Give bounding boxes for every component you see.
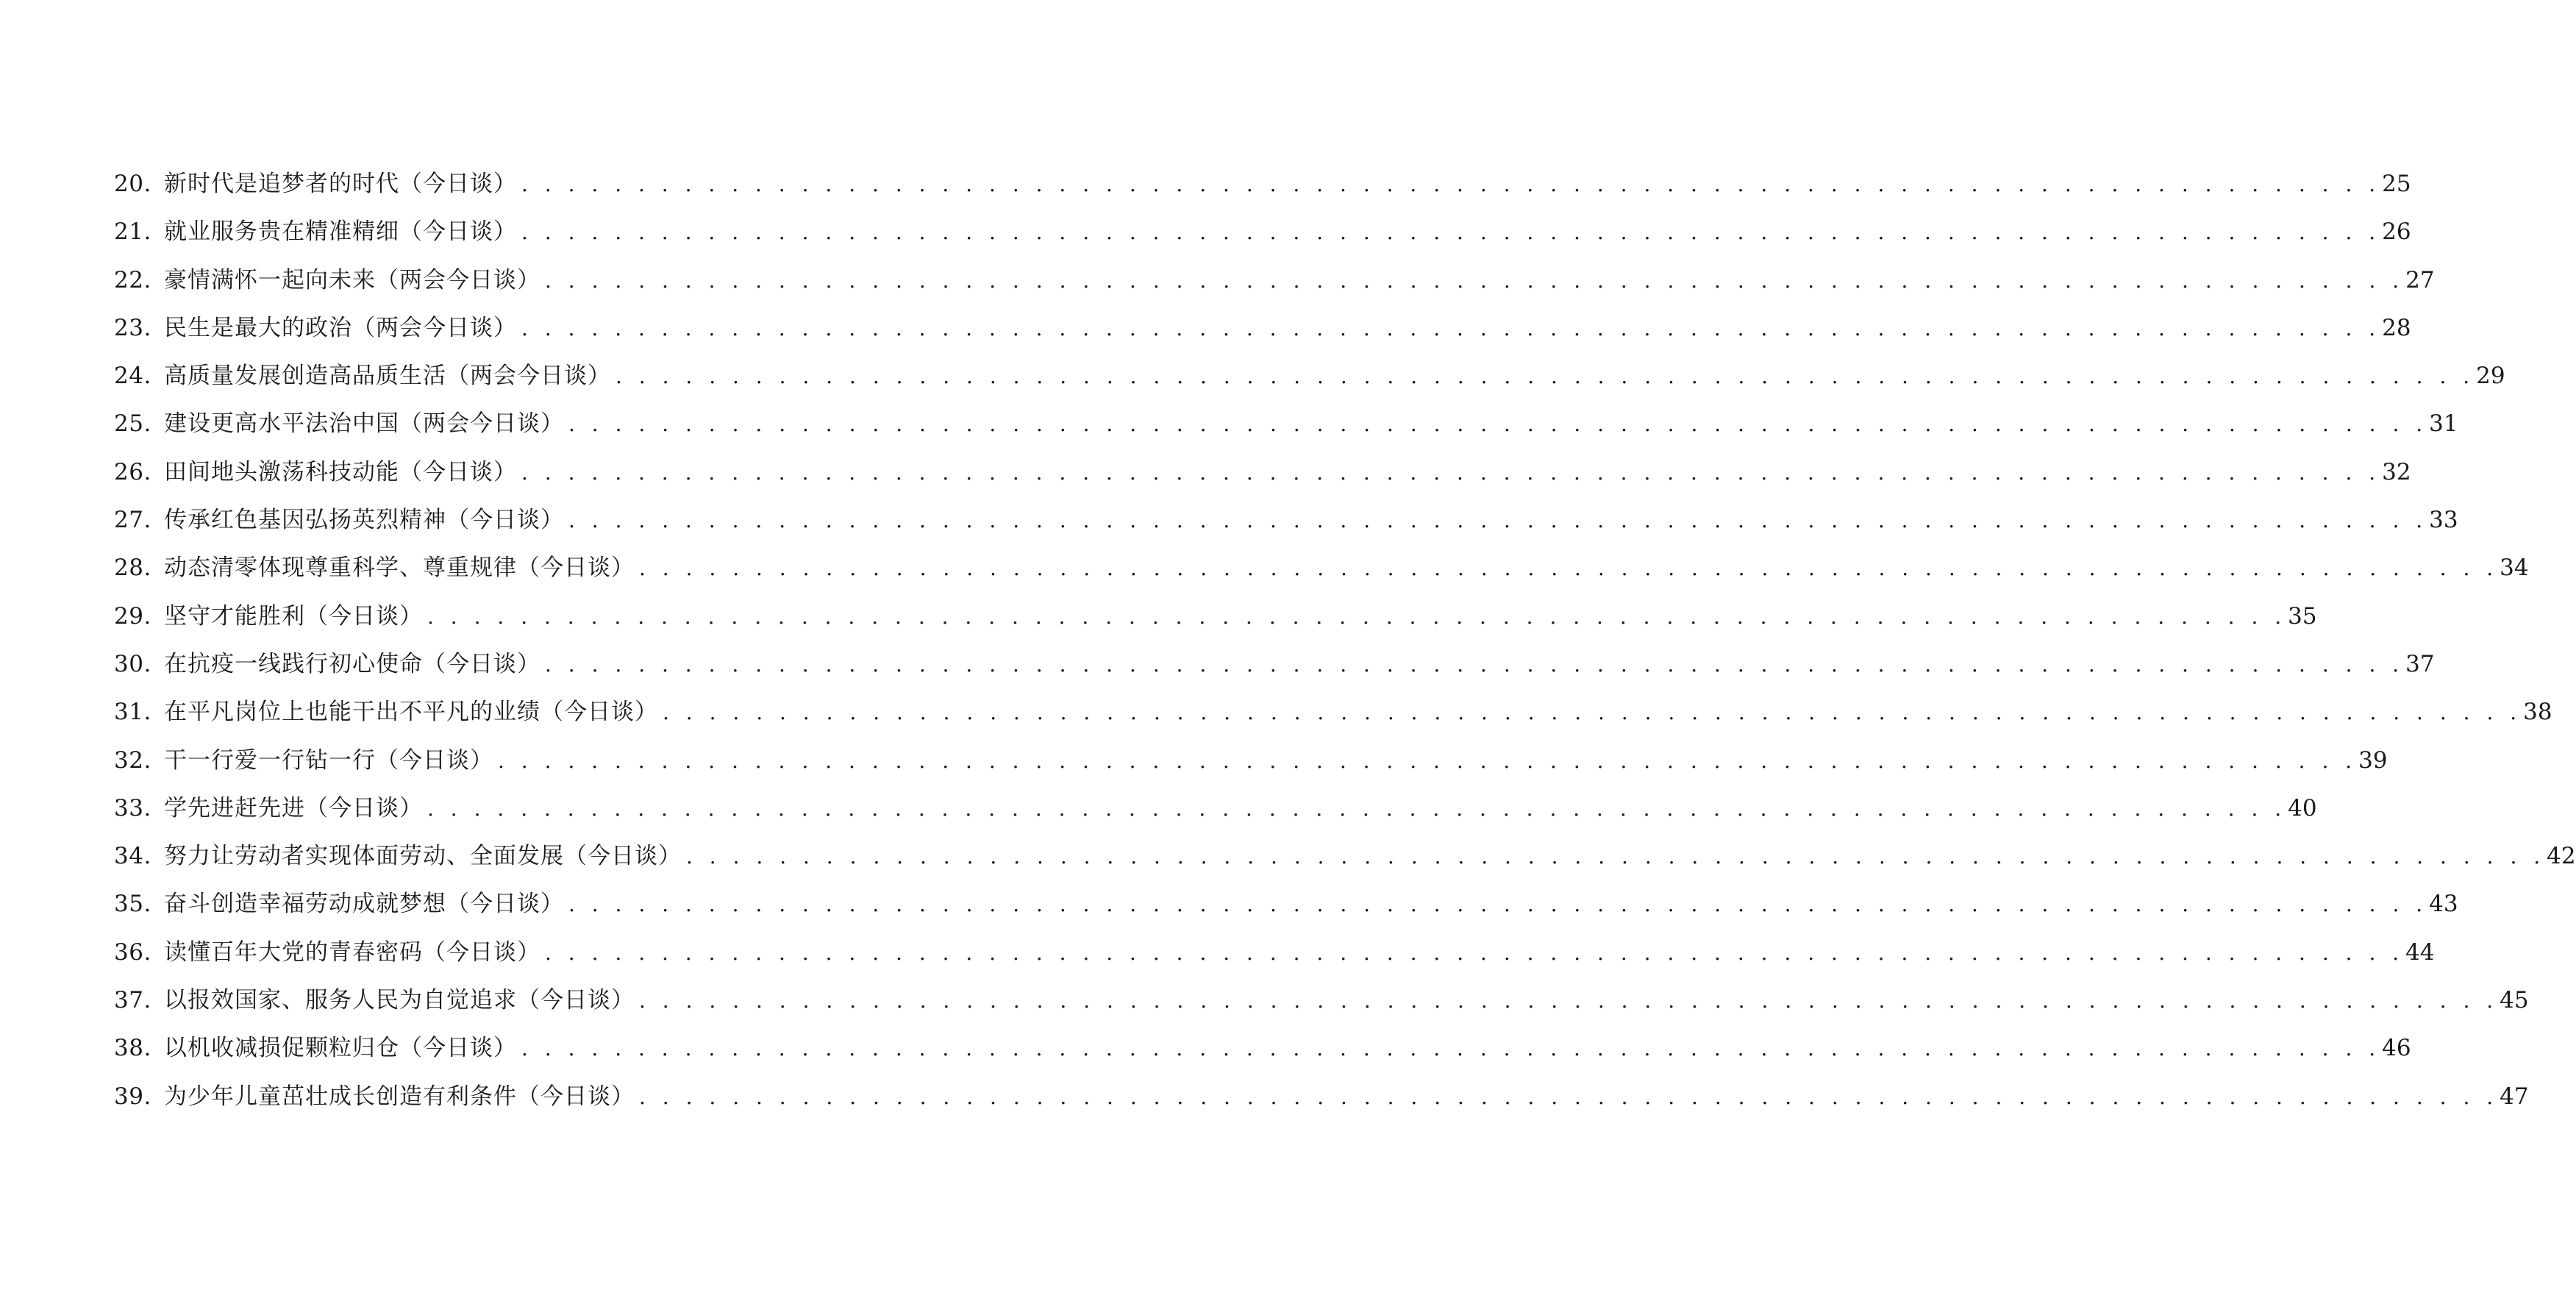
toc-dot-leader: . . . . . . . . . . . . . . . . . . . . . . . . . . . . . . . . . . . . . . . . . . . . . . . . . . . . . . . . . . . . . . . . . . . . . . . . . . . . . . . .: [521, 220, 2381, 245]
toc-entry-number: 38.: [114, 1035, 151, 1062]
toc-entry[interactable]: [114, 496, 2458, 544]
toc-entry-number: 35.: [114, 891, 151, 918]
toc-entry-page: 38: [2523, 699, 2552, 726]
toc-entry-title: 就业服务贵在精准精细（今日谈）: [164, 218, 517, 246]
toc-entry-title: 奋斗创造幸福劳动成就梦想（今日谈）: [164, 891, 564, 918]
toc-entry-page: 35: [2288, 602, 2317, 630]
toc-entry[interactable]: [114, 929, 2435, 977]
toc-entry-title: 为少年儿童茁壮成长创造有利条件（今日谈）: [164, 1083, 635, 1110]
toc-entry-number: 21.: [114, 218, 151, 246]
toc-dot-leader: . . . . . . . . . . . . . . . . . . . . . . . . . . . . . . . . . . . . . . . . . . . . . . . . . . . . . . . . . . . . . . . . . . . . . . . . . . . . . . . .: [639, 556, 2499, 581]
toc-entry[interactable]: [114, 688, 2552, 736]
toc-entry-number: 29.: [114, 602, 151, 630]
toc-entry[interactable]: [114, 880, 2458, 928]
table-of-contents: [114, 160, 2576, 1121]
toc-entry-page: 34: [2500, 555, 2529, 582]
toc-entry[interactable]: [114, 160, 2411, 208]
toc-entry-page: 29: [2476, 363, 2505, 390]
toc-entry-page: 46: [2382, 1035, 2411, 1062]
toc-entry-page: 31: [2429, 410, 2458, 438]
toc-dot-leader: . . . . . . . . . . . . . . . . . . . . . . . . . . . . . . . . . . . . . . . . . . . . . . . . . . . . . . . . . . . . . . . . . . . . . . . . . . . . . . . .: [663, 700, 2522, 725]
toc-entry-number: 28.: [114, 555, 151, 582]
toc-entry-page: 26: [2382, 218, 2411, 246]
toc-entry-title: 豪情满怀一起向未来（两会今日谈）: [164, 266, 540, 293]
toc-entry-title: 高质量发展创造高品质生活（两会今日谈）: [164, 363, 611, 390]
toc-entry-title: 传承红色基因弘扬英烈精神（今日谈）: [164, 507, 564, 534]
toc-dot-leader: . . . . . . . . . . . . . . . . . . . . . . . . . . . . . . . . . . . . . . . . . . . . . . . . . . . . . . . . . . . . . . . . . . . . . . . . . . . . . . . .: [521, 460, 2381, 485]
toc-entry-number: 33.: [114, 794, 151, 822]
toc-entry-page: 37: [2405, 650, 2435, 677]
toc-dot-leader: . . . . . . . . . . . . . . . . . . . . . . . . . . . . . . . . . . . . . . . . . . . . . . . . . . . . . . . . . . . . . . . . . . . . . . . . . . . . . . . .: [639, 988, 2499, 1013]
toc-entry[interactable]: [114, 977, 2529, 1024]
toc-entry-page: 32: [2382, 458, 2411, 485]
toc-entry[interactable]: [114, 257, 2435, 304]
toc-entry-page: 25: [2382, 171, 2411, 197]
toc-entry-number: 32.: [114, 746, 151, 774]
toc-entry-number: 39.: [114, 1083, 151, 1110]
toc-entry-title: 在平凡岗位上也能干出不平凡的业绩（今日谈）: [164, 699, 658, 726]
toc-entry[interactable]: [114, 304, 2411, 352]
toc-dot-leader: . . . . . . . . . . . . . . . . . . . . . . . . . . . . . . . . . . . . . . . . . . . . . . . . . . . . . . . . . . . . . . . . . . . . . . . . . . . . . . . .: [427, 796, 2287, 821]
toc-entry[interactable]: [114, 833, 2576, 880]
toc-dot-leader: . . . . . . . . . . . . . . . . . . . . . . . . . . . . . . . . . . . . . . . . . . . . . . . . . . . . . . . . . . . . . . . . . . . . . . . . . . . . . . . .: [545, 268, 2405, 293]
toc-dot-leader: . . . . . . . . . . . . . . . . . . . . . . . . . . . . . . . . . . . . . . . . . . . . . . . . . . . . . . . . . . . . . . . . . . . . . . . . . . . . . . . .: [568, 892, 2428, 917]
toc-dot-leader: . . . . . . . . . . . . . . . . . . . . . . . . . . . . . . . . . . . . . . . . . . . . . . . . . . . . . . . . . . . . . . . . . . . . . . . . . . . . . . . .: [521, 316, 2381, 341]
toc-dot-leader: . . . . . . . . . . . . . . . . . . . . . . . . . . . . . . . . . . . . . . . . . . . . . . . . . . . . . . . . . . . . . . . . . . . . . . . . . . . . . . . .: [568, 412, 2428, 437]
toc-entry-number: 27.: [114, 507, 151, 534]
toc-dot-leader: . . . . . . . . . . . . . . . . . . . . . . . . . . . . . . . . . . . . . . . . . . . . . . . . . . . . . . . . . . . . . . . . . . . . . . . . . . . . . . . .: [616, 364, 2475, 389]
toc-dot-leader: . . . . . . . . . . . . . . . . . . . . . . . . . . . . . . . . . . . . . . . . . . . . . . . . . . . . . . . . . . . . . . . . . . . . . . . . . . . . . . . .: [498, 748, 2358, 773]
toc-entry-title: 田间地头激荡科技动能（今日谈）: [164, 458, 517, 485]
toc-entry[interactable]: [114, 352, 2505, 400]
toc-entry[interactable]: [114, 737, 2388, 785]
toc-entry-title: 动态清零体现尊重科学、尊重规律（今日谈）: [164, 555, 635, 582]
toc-entry[interactable]: [114, 785, 2317, 833]
toc-entry-page: 47: [2500, 1083, 2529, 1110]
toc-entry-title: 以机收减损促颗粒归仓（今日谈）: [164, 1035, 517, 1062]
toc-entry[interactable]: [114, 400, 2458, 448]
toc-entry-number: 37.: [114, 987, 151, 1014]
toc-entry-number: 30.: [114, 650, 151, 677]
toc-entry-title: 在抗疫一线践行初心使命（今日谈）: [164, 650, 540, 677]
toc-dot-leader: . . . . . . . . . . . . . . . . . . . . . . . . . . . . . . . . . . . . . . . . . . . . . . . . . . . . . . . . . . . . . . . . . . . . . . . . . . . . . . . .: [545, 940, 2405, 965]
toc-entry-number: 26.: [114, 458, 151, 485]
toc-entry[interactable]: [114, 1024, 2411, 1072]
toc-entry-number: 34.: [114, 843, 151, 870]
toc-entry-page: 27: [2405, 266, 2435, 293]
toc-entry-page: 43: [2429, 891, 2458, 918]
toc-entry-title: 干一行爱一行钻一行（今日谈）: [164, 746, 493, 774]
toc-dot-leader: . . . . . . . . . . . . . . . . . . . . . . . . . . . . . . . . . . . . . . . . . . . . . . . . . . . . . . . . . . . . . . . . . . . . . . . . . . . . . . . .: [427, 604, 2287, 629]
toc-entry[interactable]: [114, 593, 2317, 641]
toc-entry-number: 36.: [114, 938, 151, 966]
toc-entry[interactable]: [114, 1073, 2529, 1121]
toc-dot-leader: . . . . . . . . . . . . . . . . . . . . . . . . . . . . . . . . . . . . . . . . . . . . . . . . . . . . . . . . . . . . . . . . . . . . . . . . . . . . . . . .: [545, 652, 2405, 677]
toc-entry-number: 25.: [114, 410, 151, 438]
toc-dot-leader: . . . . . . . . . . . . . . . . . . . . . . . . . . . . . . . . . . . . . . . . . . . . . . . . . . . . . . . . . . . . . . . . . . . . . . . . . . . . . . . .: [639, 1084, 2499, 1109]
toc-entry-number: 24.: [114, 363, 151, 390]
toc-dot-leader: . . . . . . . . . . . . . . . . . . . . . . . . . . . . . . . . . . . . . . . . . . . . . . . . . . . . . . . . . . . . . . . . . . . . . . . . . . . . . . . .: [686, 844, 2546, 869]
toc-entry-page: 33: [2429, 507, 2458, 534]
toc-entry[interactable]: [114, 641, 2435, 688]
toc-entry-page: 45: [2500, 987, 2529, 1014]
toc-entry-number: 31.: [114, 699, 151, 726]
toc-entry-number: 20.: [114, 171, 151, 197]
toc-entry-page: 39: [2358, 746, 2388, 774]
toc-entry-title: 学先进赶先进（今日谈）: [164, 794, 423, 822]
toc-entry-title: 以报效国家、服务人民为自觉追求（今日谈）: [164, 987, 635, 1014]
toc-entry-number: 22.: [114, 266, 151, 293]
toc-dot-leader: . . . . . . . . . . . . . . . . . . . . . . . . . . . . . . . . . . . . . . . . . . . . . . . . . . . . . . . . . . . . . . . . . . . . . . . . . . . . . . . .: [521, 172, 2381, 196]
toc-entry-title: 民生是最大的政治（两会今日谈）: [164, 314, 517, 341]
toc-dot-leader: . . . . . . . . . . . . . . . . . . . . . . . . . . . . . . . . . . . . . . . . . . . . . . . . . . . . . . . . . . . . . . . . . . . . . . . . . . . . . . . .: [568, 508, 2428, 533]
toc-entry-title: 建设更高水平法治中国（两会今日谈）: [164, 410, 564, 438]
toc-entry-number: 23.: [114, 314, 151, 341]
toc-entry[interactable]: [114, 449, 2411, 496]
toc-entry-title: 努力让劳动者实现体面劳动、全面发展（今日谈）: [164, 843, 682, 870]
toc-entry-page: 42: [2547, 843, 2576, 870]
toc-dot-leader: . . . . . . . . . . . . . . . . . . . . . . . . . . . . . . . . . . . . . . . . . . . . . . . . . . . . . . . . . . . . . . . . . . . . . . . . . . . . . . . .: [521, 1036, 2381, 1061]
toc-entry-title: 读懂百年大党的青春密码（今日谈）: [164, 938, 540, 966]
toc-entry-title: 新时代是追梦者的时代（今日谈）: [164, 171, 517, 197]
toc-entry[interactable]: [114, 208, 2411, 256]
toc-entry-page: 28: [2382, 314, 2411, 341]
toc-entry[interactable]: [114, 544, 2529, 592]
toc-entry-title: 坚守才能胜利（今日谈）: [164, 602, 423, 630]
toc-entry-page: 44: [2405, 938, 2435, 966]
toc-entry-page: 40: [2288, 794, 2317, 822]
